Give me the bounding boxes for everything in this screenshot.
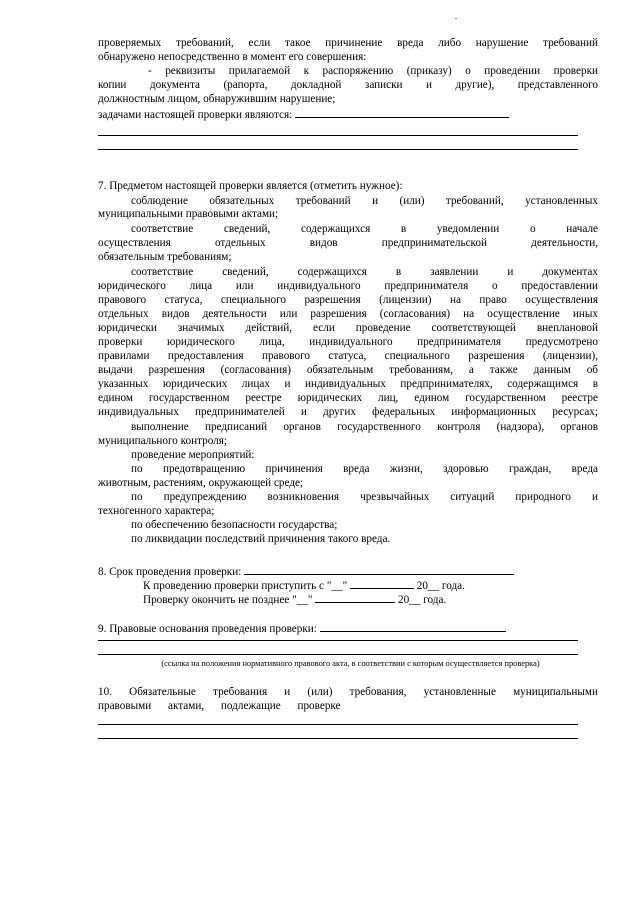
start-month-blank xyxy=(350,578,414,589)
legal-basis-note: (ссылка на положения нормативного правового акта, в соответствии с которым осуществляется проверка) xyxy=(161,659,540,668)
text-line: правового статуса, специального разрешения (лицензии) на право осуществления xyxy=(98,294,598,306)
text-line: правовыми актами, подлежащие проверке xyxy=(98,700,341,712)
tasks-label xyxy=(98,107,509,122)
text-line: соответствие сведений, содержащихся в заявлении и документах xyxy=(131,266,598,278)
text-line: копии документа (рапорта, докладной записки и другие), представленного xyxy=(98,79,598,91)
blank-line xyxy=(98,149,578,150)
text-line: юридического лица или индивидуального предпринимателя о предоставлении xyxy=(98,280,598,292)
text-line: обнаружено непосредственно в момент его совершения: xyxy=(98,51,367,63)
text-line: выполнение предписаний органов государственного контроля (надзора), органов xyxy=(131,421,598,433)
start-date-text: К проведению проверки приступить с "__" xyxy=(143,580,348,592)
start-year-text: 20__ года. xyxy=(416,580,465,592)
end-date-line xyxy=(143,592,446,607)
text-line: муниципального контроля; xyxy=(98,435,227,447)
text-line: соблюдение обязательных требований и (или) требований, установленных xyxy=(131,195,598,207)
text-line: выдачи разрешения (согласования) обязательным требованиям, а также данным об xyxy=(98,364,598,376)
section-10-title: 10. Обязательные требования и (или) требования, установленные муниципальными xyxy=(98,686,598,698)
blank-line xyxy=(98,640,578,641)
blank-line xyxy=(98,135,578,136)
term-blank xyxy=(244,564,514,575)
tasks-label-text: задачами настоящей проверки являются: xyxy=(98,109,293,121)
text-line: животным, растениям, окружающей среде; xyxy=(98,477,304,489)
text-line: по предотвращению причинения вреда жизни, здоровью граждан, вреда xyxy=(131,463,598,475)
basis-blank xyxy=(320,621,506,632)
text-line: по обеспечению безопасности государства; xyxy=(131,519,338,531)
text-line: по предупреждению возникновения чрезвычайных ситуаций природного и xyxy=(131,491,598,503)
text-line: отдельных видов деятельности или разрешения (согласования) на осуществление иных xyxy=(98,308,598,320)
text-line: правилами предоставления правового статуса, специального разрешения (лицензии), xyxy=(98,350,598,362)
blank-line xyxy=(98,654,578,655)
text-line: осуществления отдельных видов предпринимательской деятельности, xyxy=(98,237,598,249)
text-line: должностным лицом, обнаружившим нарушение; xyxy=(98,93,336,105)
section-9-title-text: 9. Правовые основания проведения проверки: xyxy=(98,623,317,635)
end-month-blank xyxy=(315,592,395,603)
text-line: проверяемых требований, если такое причинение вреда либо нарушение требований xyxy=(98,37,598,49)
section-8-title xyxy=(98,564,514,579)
text-line: техногенного характера; xyxy=(98,505,215,517)
section-7-title: 7. Предметом настоящей проверки является (отметить нужное): xyxy=(98,180,403,192)
start-date-line xyxy=(143,578,465,593)
section-8-title-text: 8. Срок проведения проверки: xyxy=(98,566,242,578)
text-line: соответствие сведений, содержащихся в уведомлении о начале xyxy=(131,223,598,235)
text-line: обязательным требованиям; xyxy=(98,251,232,263)
text-line: проведение мероприятий: xyxy=(131,449,255,461)
tasks-blank xyxy=(295,107,509,118)
text-line: указанных юридических лицах и индивидуальных предпринимателях, содержащимся в xyxy=(98,378,598,390)
text-line: муниципальными правовыми актами; xyxy=(98,208,279,220)
text-line: индивидуальных предпринимателей и других федеральных информационных ресурсах; xyxy=(98,406,598,418)
bullet-line: - реквизиты прилагаемой к распоряжению (приказу) о проведении проверки xyxy=(148,65,598,77)
scan-speck xyxy=(455,18,457,19)
blank-line xyxy=(98,738,578,739)
blank-line xyxy=(98,724,578,725)
section-9-title xyxy=(98,621,506,636)
text-line: по ликвидации последствий причинения такого вреда. xyxy=(131,533,391,545)
text-line: юридически значимых действий, если проведение соответствующей внеплановой xyxy=(98,322,598,334)
end-date-text: Проверку окончить не позднее "__" xyxy=(143,594,313,606)
end-year-text: 20__ года. xyxy=(398,594,447,606)
text-line: едином государственном реестре юридических лиц, едином государственном реестре xyxy=(98,392,598,404)
text-line: проверки юридического лица, индивидуального предпринимателя предусмотрено xyxy=(98,336,598,348)
